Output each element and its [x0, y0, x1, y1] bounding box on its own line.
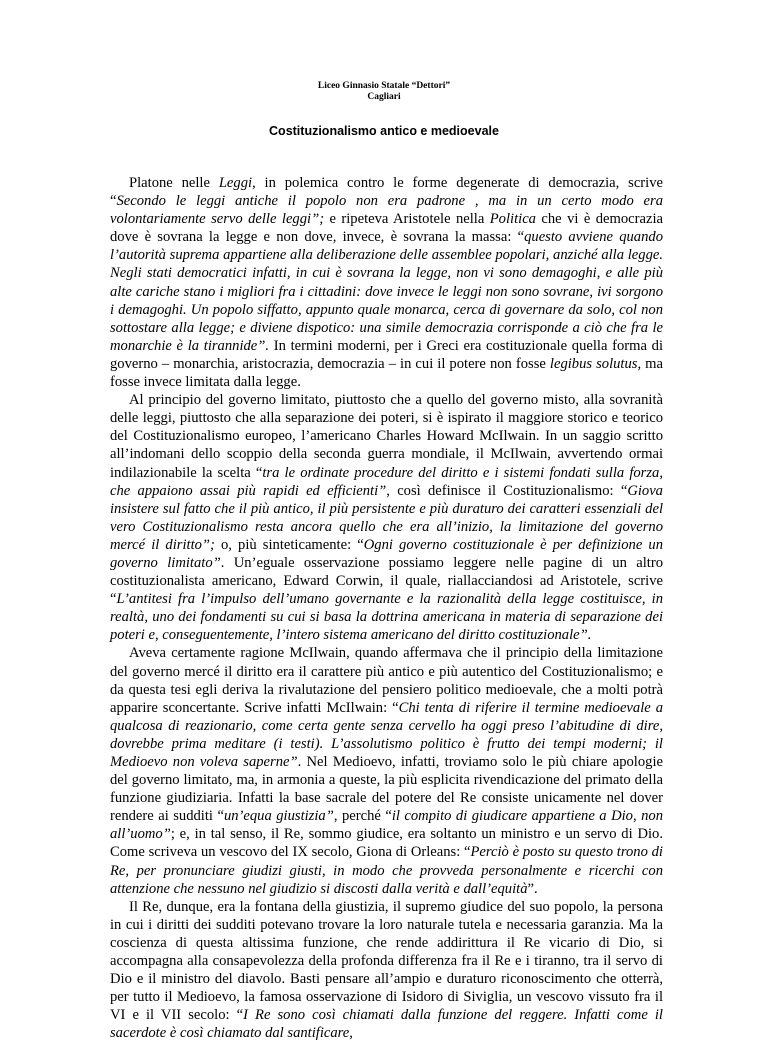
italic-run: tra le ordinate procedure del diritto e i sistemi fondati sulla forza, che appaiono assai più rapidi ed efficienti” [110, 464, 663, 499]
school-name: Liceo Ginnasio Statale “Dettori” [317, 81, 451, 91]
italic-run: legibus solutus [549, 355, 638, 372]
italic-run: Secondo le leggi antiche il popolo non era padrone , ma in un certo modo era volontariamente servo delle leggi”; [110, 193, 663, 228]
text-run: Il Re, dunque, era la fontana della giustizia, il supremo giudice del suo popolo, la persona in cui i diritti dei sudditi potevano trovare la loro naturale tutela e necessaria garanzia. Ma la coscienza di questa altissima funzione, che rende addirittura il Re vicario di Dio, si accompagna alla consapevolezza della profonda differenza fra il Re e i tiranno, tra il servo di Dio e il ministro del diavolo. Basti pensare all’ampio e duraturo riconoscimento che otterrà, per tutto il Medioevo, la famosa osservazione di Isidoro di Siviglia, un vescovo vissuto fra il VI e il VII secolo: “ [110, 898, 663, 1024]
text-run: Platone nelle [129, 175, 219, 191]
text-run: . Nel Medioevo, infatti, troviamo solo le più chiare apologie del governo limitato, ma, in armonia a queste, la più esplicita rivendicazione del primato della funzione giudiziaria. Infatti la base sacrale del potere del Re consiste unicamente nel dover rendere ai sudditi “ [110, 754, 663, 825]
italic-run: il compito di giudicare appartiene a Dio, non all’uomo” [110, 808, 663, 843]
document-title: Costituzionalismo antico e medioevale [269, 124, 499, 138]
paragraph [110, 174, 663, 391]
text-run: Aveva certamente ragione McIlwain, quando affermava che il principio della limitazione del governo mercé il diritto era il carattere più antico e più autentico del Costituzionalismo; e da questa tesi egli deriva la rivalutazione del pensiero politico medioevale, che a molti potrà apparire sconcertante. Scrive infatti McIlwain: “ [110, 645, 663, 716]
italic-run: un’equa giustizia” [223, 808, 334, 825]
city-name: Cagliari [367, 92, 401, 102]
document-body [110, 174, 663, 1043]
italic-run: questo avviene quando l’autorità suprema appartiene alla deliberazione delle assemblee popolari, anziché alla legge. Negli stati democratici infatti, in cui è sovrana la legge, non vi sono demagoghi, e alle più alte cariche stano i migliori fra i cittadini: dove invece le leggi non sono sovrane, ivi sorgono i demagoghi. Un popolo siffatto, appunto quale monarca, cerca di governare da solo, col non sottostare alla legge; e diviene dispotico: una simile democrazia corrisponde a ciò che fra le monarchie è la tirannide”. [110, 229, 663, 354]
text-run: o, più sinteticamente: “ [214, 536, 364, 553]
document-header [0, 81, 768, 103]
text-run: . Un’eguale osservazione possiamo leggere nelle pagine di un altro costituzionalista americano, Edward Corwin, il quale, riallacciandosi ad Aristotele, scrive “ [110, 554, 663, 608]
italic-run: Ogni governo costituzionale è per definizione un governo limitato” [110, 536, 663, 571]
text-run: e ripeteva Aristotele nella [324, 211, 490, 228]
text-run: , così definisce il Costituzionalismo: “ [386, 482, 628, 499]
paragraph [110, 391, 663, 644]
text-run: ; e, in tal senso, il Re, sommo giudice, era soltanto un ministro e un servo di Dio. Come scriveva un vescovo del IX secolo, Giona di Orleans: “ [110, 826, 663, 861]
italic-run: Giova insistere sul fatto che il più antico, il più persistente e più duraturo dei caratteri essenziali del vero Costituzionalismo resta ancora quello che era all’inizio, la limitazione del governo mercé il diritto”; [110, 482, 663, 553]
italic-run: Politica [489, 211, 536, 228]
italic-run: Chi tenta di riferire il termine medioevale a qualcosa di reazionario, come certa gente senza cervello ha oggi preso l’abitudine di dire, dovrebbe prima meditare (i testi). L’assolutismo politico è frutto dei tempi moderni; il Medioevo non voleva saperne” [110, 699, 663, 770]
italic-run: I Re sono così chiamati dalla funzione del reggere. Infatti come il sacerdote è così chiamato dal santificare, [110, 1007, 663, 1042]
text-run: , ma fosse invece limitata dalla legge. [110, 355, 663, 391]
text-run: , in polemica contro le forme degenerate di democrazia, scrive “ [110, 175, 663, 210]
text-run: che vi è democrazia dove è sovrana la legge e non dove, invece, è sovrana la massa: “ [110, 211, 664, 246]
text-run: In termini moderni, per i Greci era costituzionale quella forma di governo – monarchia, aristocrazia, democrazia – in cui il potere non fosse [110, 337, 664, 372]
italic-run: Perciò è posto su questo trono di Re, per pronunciare giudizi giusti, in modo che provveda personalmente e ricerchi con attenzione che nessuno nel giudizio si discosti dalla verità e dall’equità [110, 844, 663, 897]
text-run: Al principio del governo limitato, piuttosto che a quello del governo misto, alla sovranità delle leggi, piuttosto che alla separazione dei poteri, si è ispirato il maggiore storico e teorico del Costituzionalismo europeo, l’americano Charles Howard McIlwain. In un saggio scritto all’indomani dello scoppio della seconda guerra mondiale, il McIlwain, avvertendo ormai indilazionabile la scelta “ [110, 392, 663, 481]
text-run: ”. [527, 880, 538, 897]
italic-run: L’antitesi fra l’impulso dell’umano governante e la razionalità della legge costituisce, in realtà, uno dei fondamenti su cui si basa la dottrina americana in materia di separazione dei poteri e, conseguentemente, l’intero sistema americano del diritto costituzionale”. [110, 591, 663, 644]
paragraph [110, 898, 663, 1043]
text-run: , perché “ [333, 808, 392, 825]
paragraph [110, 644, 663, 897]
italic-run: Leggi [218, 175, 253, 191]
